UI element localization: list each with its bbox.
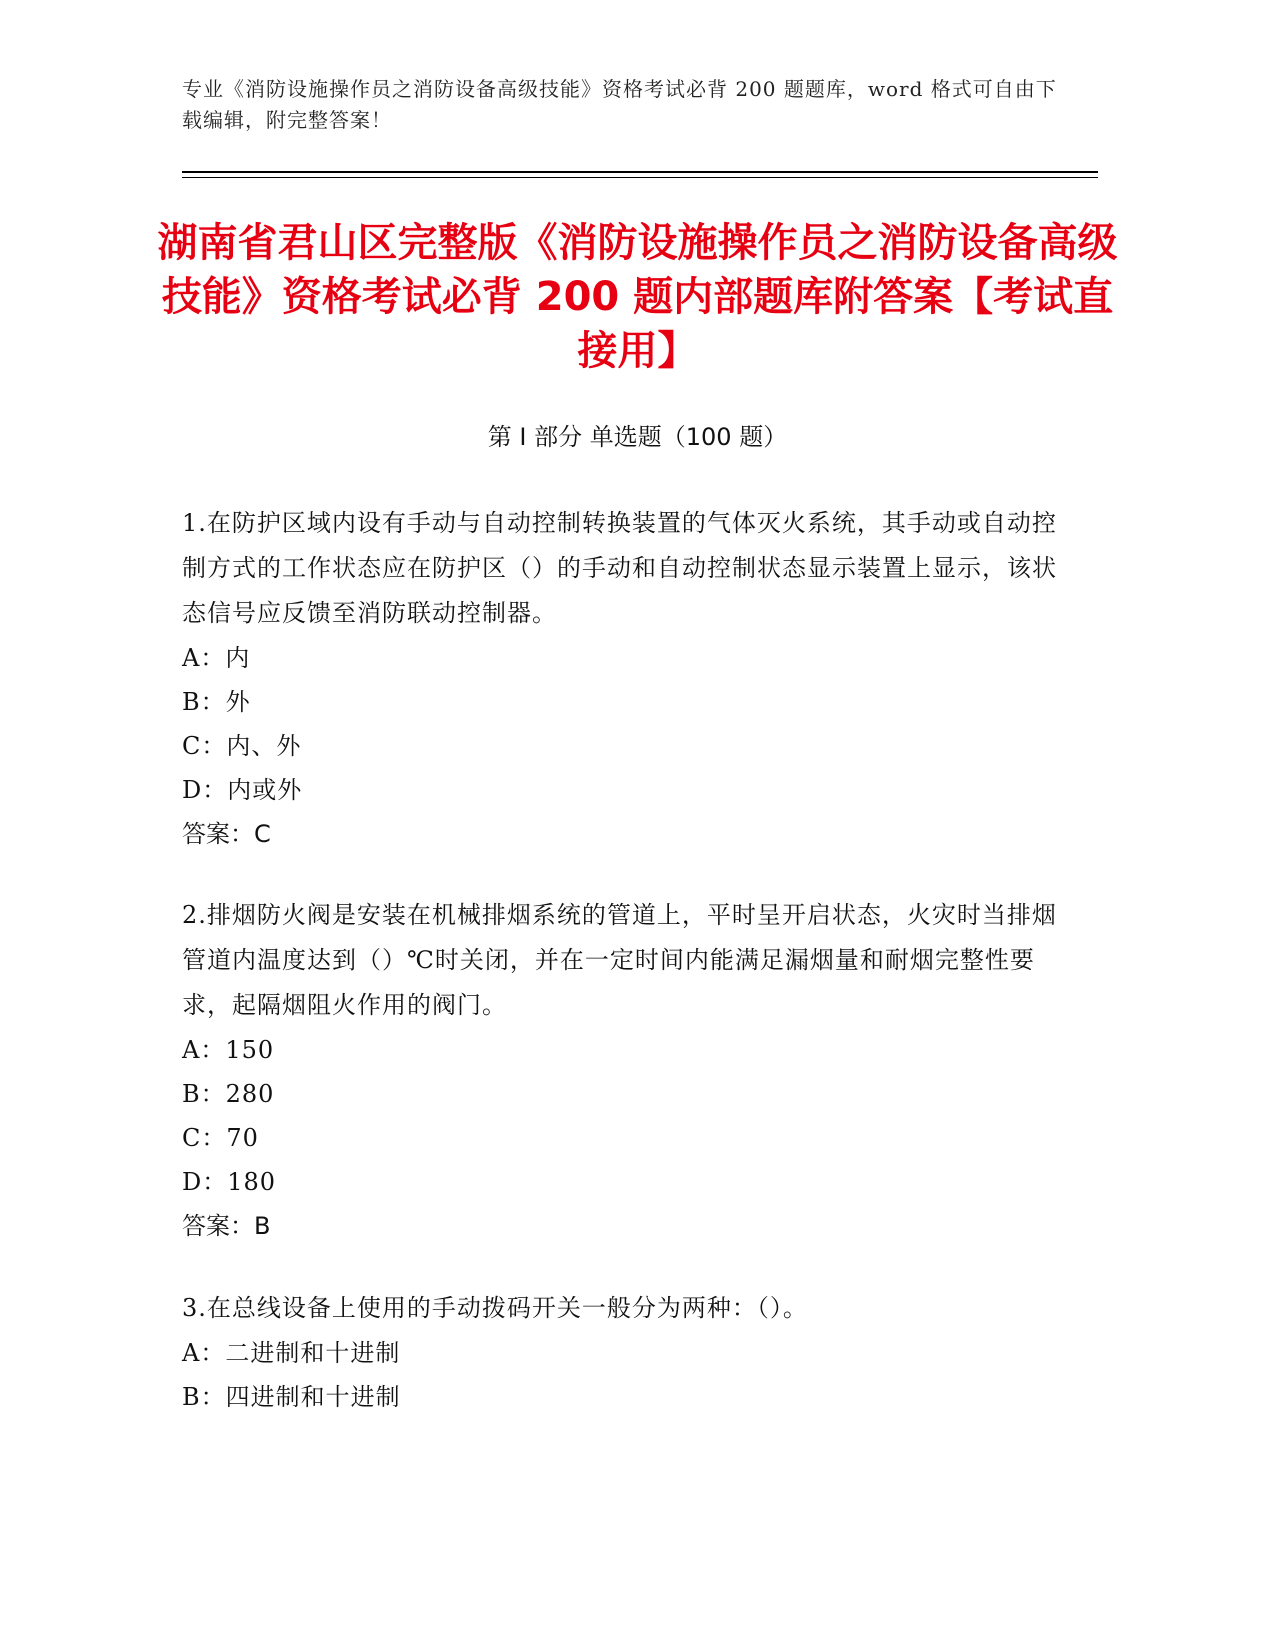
header-divider-thin — [182, 177, 1098, 178]
option-a: A：内 — [182, 644, 251, 672]
option-c: C：70 — [182, 1124, 259, 1152]
question-stem: 1.在防护区域内设有手动与自动控制转换装置的气体灭火系统，其手动或自动控制方式的工作状态应在防护区（）的手动和自动控制状态显示装置上显示，该状态信号应反馈至消防联动控制器。 — [182, 509, 1057, 627]
document-title: 湖南省君山区完整版《消防设施操作员之消防设备高级技能》资格考试必背 200 题内部题库附答案【考试直接用】 — [157, 220, 1118, 374]
question-stem: 2.排烟防火阀是安装在机械排烟系统的管道上，平时呈开启状态，火灾时当排烟管道内温度达到（）℃时关闭，并在一定时间内能满足漏烟量和耐烟完整性要求，起隔烟阻火作用的阀门。 — [182, 901, 1057, 1019]
header-divider-thick — [182, 171, 1098, 173]
question-2 — [182, 893, 1062, 1248]
answer: 答案：C — [182, 820, 271, 848]
answer: 答案：B — [182, 1212, 271, 1240]
question-3 — [182, 1286, 1062, 1419]
section-heading: 第 I 部分 单选题（100 题） — [487, 423, 788, 451]
option-b: B：280 — [182, 1080, 275, 1108]
option-a: A：150 — [182, 1036, 275, 1064]
header-note: 专业《消防设施操作员之消防设备高级技能》资格考试必背 200 题题库，word 格式可自由下载编辑，附完整答案！ — [182, 77, 1057, 132]
option-b: B：外 — [182, 688, 251, 716]
option-c: C：内、外 — [182, 732, 302, 760]
option-d: D：内或外 — [182, 776, 303, 804]
question-stem: 3.在总线设备上使用的手动拨码开关一般分为两种：（）。 — [182, 1294, 808, 1322]
option-a: A：二进制和十进制 — [182, 1339, 401, 1367]
option-b: B：四进制和十进制 — [182, 1383, 401, 1411]
question-1 — [182, 501, 1062, 856]
option-d: D：180 — [182, 1168, 277, 1196]
